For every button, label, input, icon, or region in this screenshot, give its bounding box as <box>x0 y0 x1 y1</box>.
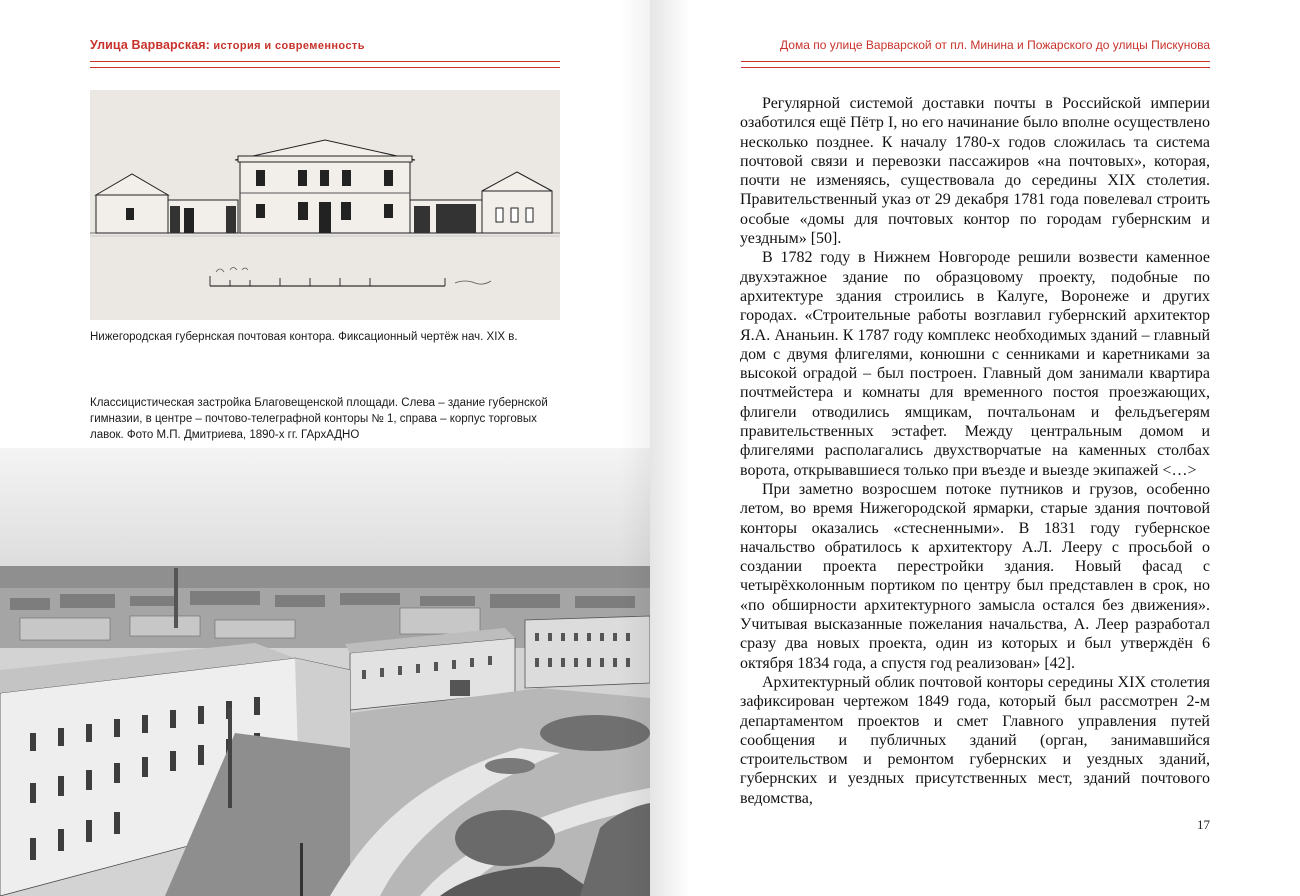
blagoveshchenskaya-square-photo <box>0 448 650 896</box>
header-rule-right <box>741 61 1210 68</box>
figure2-caption: Классицистическая застройка Благовещенской площади. Слева – здание губернской гимназии, в центре – почтово-телеграфной конторы № 1, справа – корпус торговых лавок. Фото М.П. Дмитриева, 1890-х гг. ГАрхАДНО <box>90 397 548 441</box>
running-head-right: Дома по улице Варварской от пл. Минина и Пожарского до улицы Пискунова <box>780 38 1210 52</box>
figure1-caption: Нижегородская губернская почтовая контора. Фиксационный чертёж нач. XIX в. <box>90 331 518 343</box>
post-office-facade-drawing <box>90 90 560 320</box>
running-head-subtitle: история и современность <box>209 40 365 52</box>
paragraph-1: Регулярной системой доставки почты в Российской империи озаботился ещё Пётр I, но его начинание было вполне осуществлено несколько позднее. К началу 1780-х годов сложилась та система почтовой связи и перевозки пассажиров «на почтовых», которая, почти не изменяясь, существовала до середины XIX столетия. Правительственный указ от 29 декабря 1781 года повелевал строить особые «домы для почтовых контор по городам губернским и уездным» [50]. <box>740 95 1210 248</box>
paragraph-2: В 1782 году в Нижнем Новгороде решили возвести каменное двухэтажное здание по образцовому проекту, подобные по архитектуре здания строились в Калуге, Воронеже и других городах. «Строительные работы возглавил губернский архитектор Я.А. Ананьин. К 1787 году комплекс необходимых зданий – главный дом с двумя флигелями, конюшни с сенниками и каретниками за высокой оградой – был построен. Главный дом занимали квартира почтмейстера и комнаты для временного постоя проезжающих, флигели отводились ямщикам, почтальонам и фельдъегерям правительственных эстафет. Между центральным домом и флигелями располагались двухстворчатые на каменных столбах ворота, открывавшиеся только при въезде и выезде экипажей <…> <box>740 249 1210 479</box>
right-page <box>650 0 1300 896</box>
header-rule-left <box>90 61 560 68</box>
paragraph-4: Архитектурный облик почтовой конторы середины XIX столетия зафиксирован чертежом 1849 года, который был рассмотрен 2-м департаментом проектов и смет Главного управления путей сообщения и публичных зданий (орган, занимавшийся строительством и ремонтом губернских и уездных зданий, губернских и уездных присутственных мест, зданий почтового ведомства, <box>740 673 1210 807</box>
running-head-left <box>90 38 365 52</box>
running-head-title: Улица Варварская: <box>90 38 210 52</box>
body-text <box>740 94 1210 808</box>
page-number: 17 <box>1197 817 1210 832</box>
paragraph-3: При заметно возросшем потоке путников и грузов, особенно летом, во время Нижегородской ярмарки, старые здания почтовой конторы оказались «стесненными». В 1831 году губернское начальство обратилось к архитектору А.Л. Лееру с просьбой о создании проекта перестройки здания. Новый фасад с четырёхколонным портиком по центру был представлен в срок, но «по обширности архитектурного замысла остался без движения». Учитывая высказанные пожелания начальства, А. Леер разработал сразу два новых проекта, один из которых и был утверждён 6 октября 1834 года, а спустя год реализован» [42]. <box>740 480 1210 672</box>
